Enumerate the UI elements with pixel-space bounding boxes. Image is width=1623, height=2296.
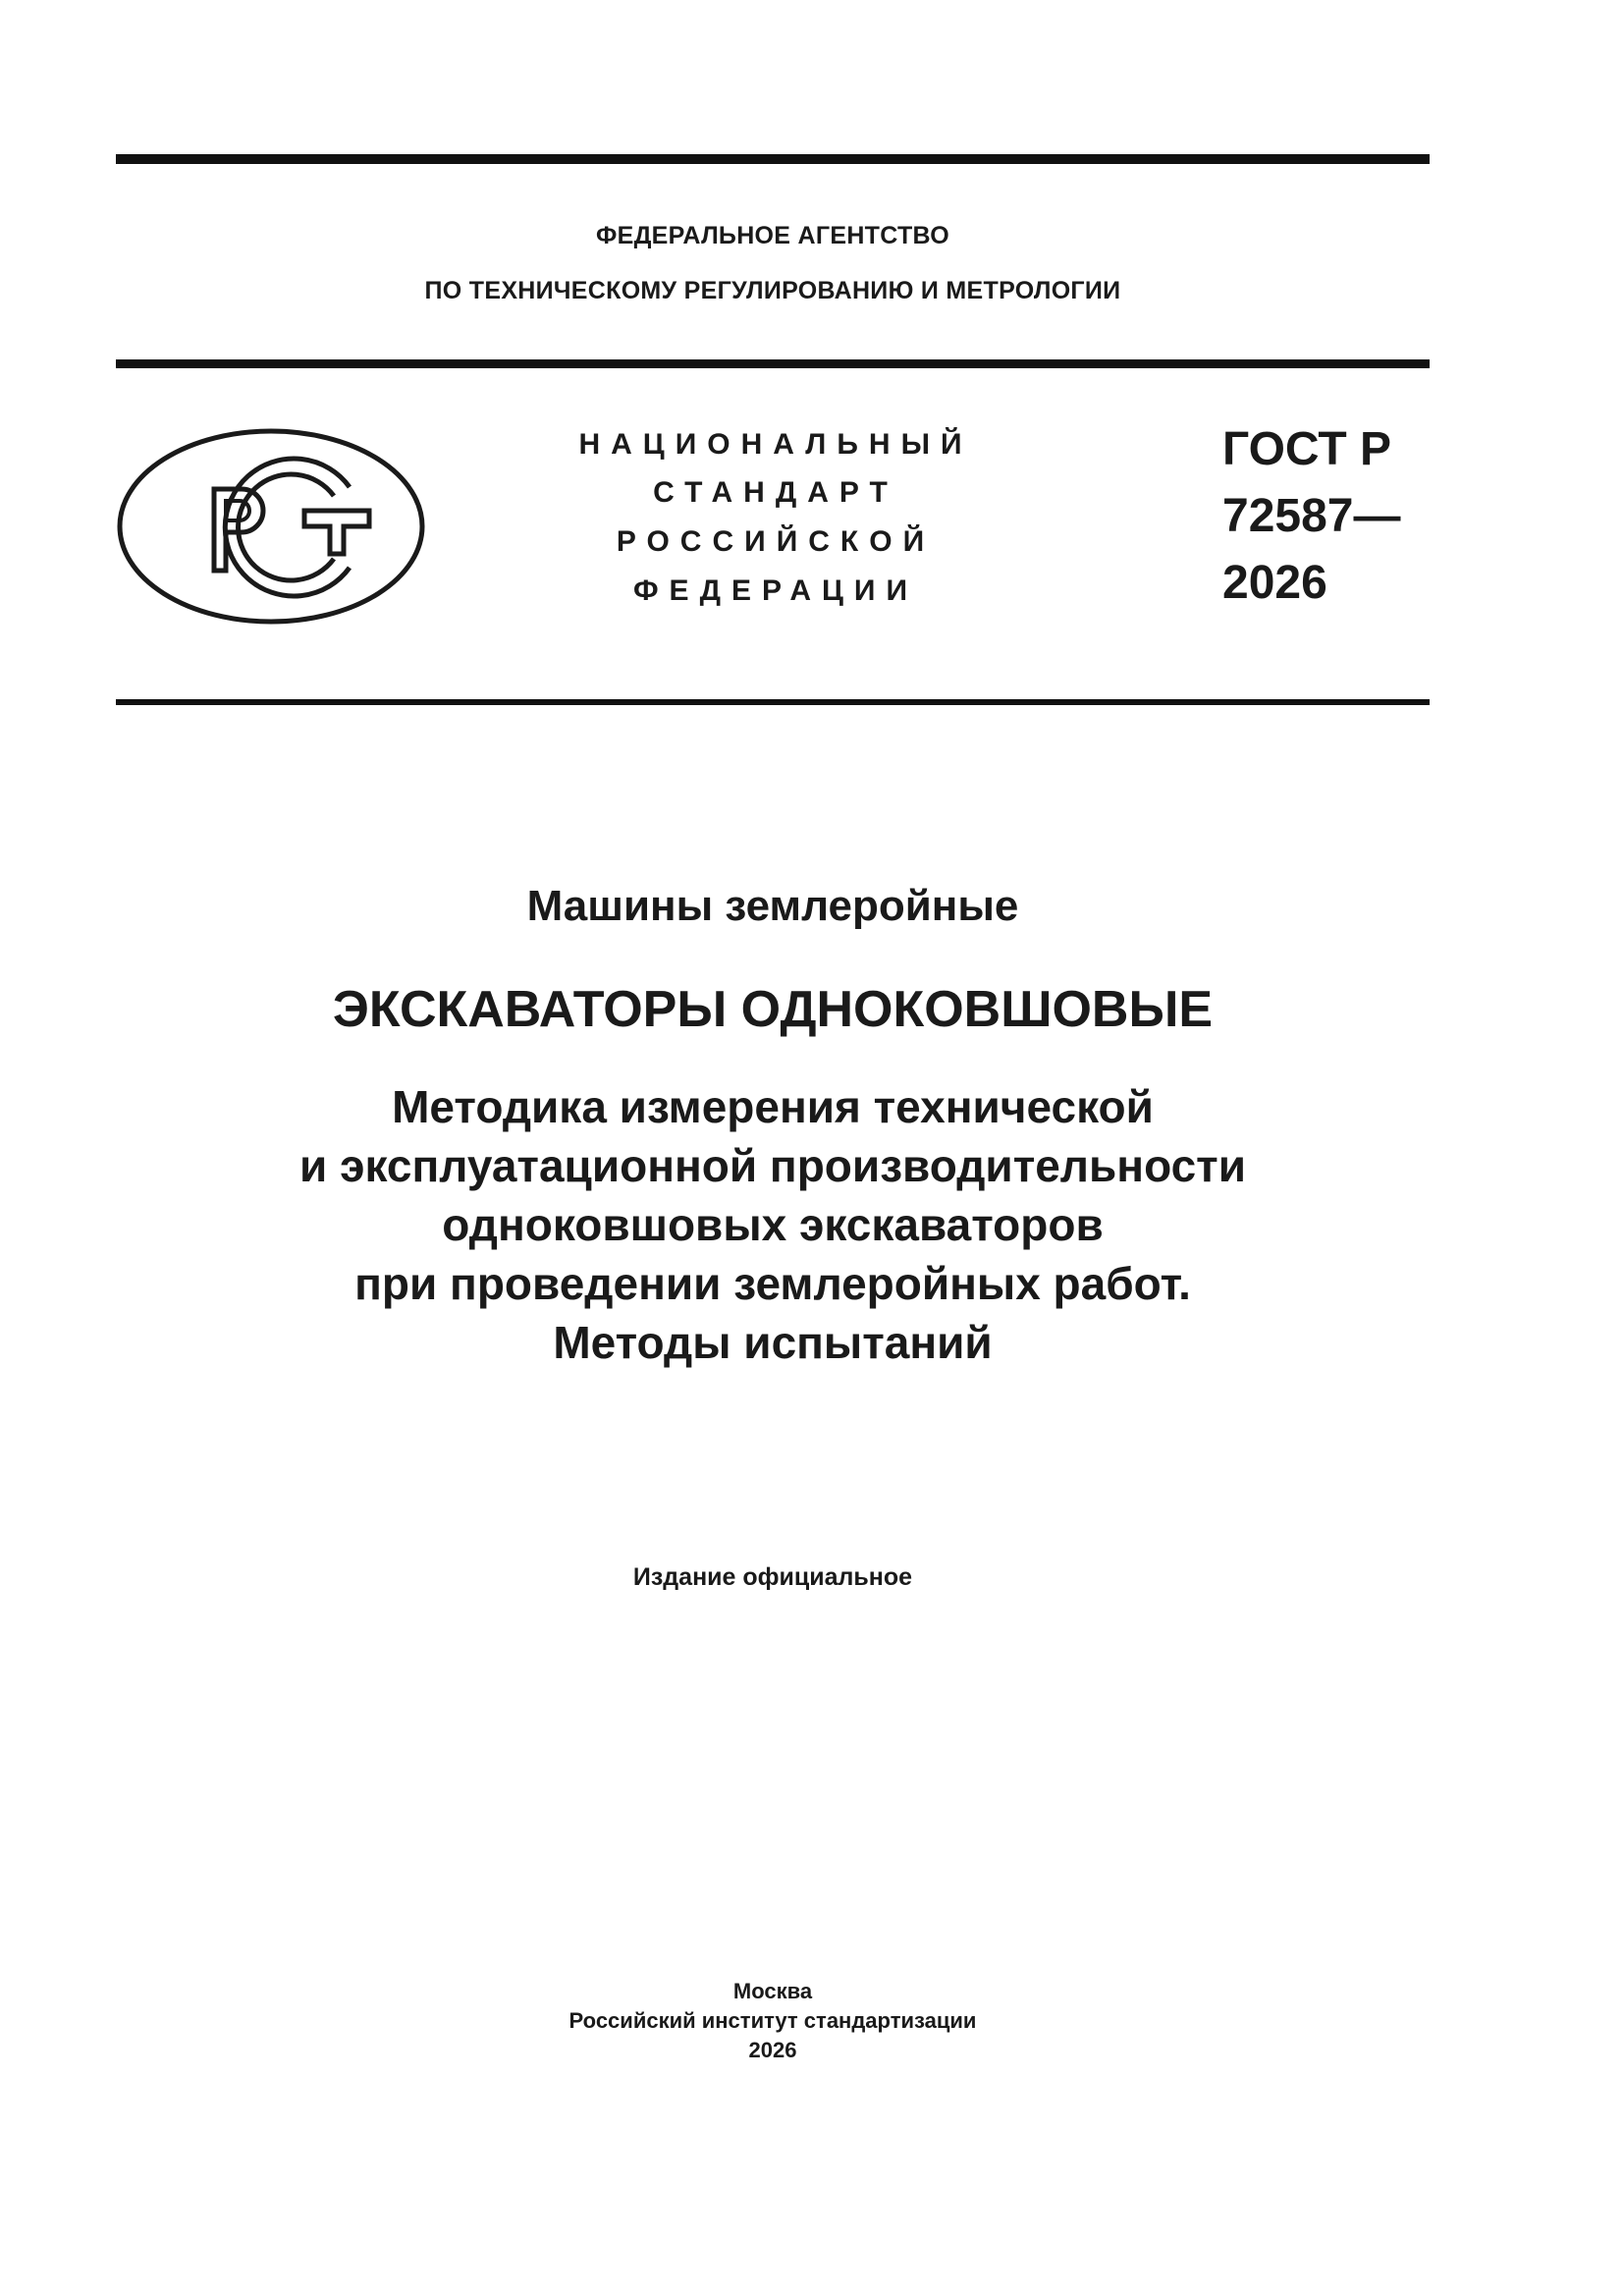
national-standard-line-2: СТАНДАРТ bbox=[653, 476, 898, 509]
document-subtitle-line: Методика измерения технической bbox=[392, 1081, 1154, 1132]
imprint-publisher: Российский институт стандартизации bbox=[568, 2008, 977, 2033]
standard-designation-line-1: ГОСТ Р bbox=[1222, 423, 1392, 475]
document-subtitle-line: одноковшовых экскаваторов bbox=[442, 1199, 1104, 1250]
rst-conformity-mark-icon bbox=[116, 428, 426, 625]
top-rule bbox=[116, 154, 1430, 164]
imprint-city: Москва bbox=[732, 1979, 813, 2003]
bottom-rule bbox=[116, 699, 1430, 705]
standard-designation-line-2: 72587— bbox=[1222, 490, 1401, 542]
imprint-year: 2026 bbox=[748, 2038, 797, 2062]
agency-name-line-1: ФЕДЕРАЛЬНОЕ АГЕНТСТВО bbox=[595, 222, 950, 249]
national-standard-line-1: НАЦИОНАЛЬНЫЙ bbox=[578, 428, 973, 461]
standard-designation-line-3: 2026 bbox=[1222, 557, 1327, 609]
national-standard-line-4: ФЕДЕРАЦИИ bbox=[632, 574, 919, 607]
document-group-title: Машины землеройные bbox=[526, 882, 1019, 930]
document-main-title: ЭКСКАВАТОРЫ ОДНОКОВШОВЫЕ bbox=[332, 981, 1214, 1038]
document-subtitle-line: Методы испытаний bbox=[553, 1317, 993, 1368]
edition-note: Издание официальное bbox=[632, 1563, 913, 1591]
document-subtitle-line: при проведении землеройных работ. bbox=[354, 1258, 1191, 1309]
national-standard-line-3: РОССИЙСКОЙ bbox=[616, 525, 936, 558]
document-subtitle-line: и эксплуатационной производительности bbox=[299, 1140, 1246, 1191]
middle-rule bbox=[116, 359, 1430, 368]
agency-name-line-2: ПО ТЕХНИЧЕСКОМУ РЕГУЛИРОВАНИЮ И МЕТРОЛОГИИ bbox=[424, 277, 1121, 304]
